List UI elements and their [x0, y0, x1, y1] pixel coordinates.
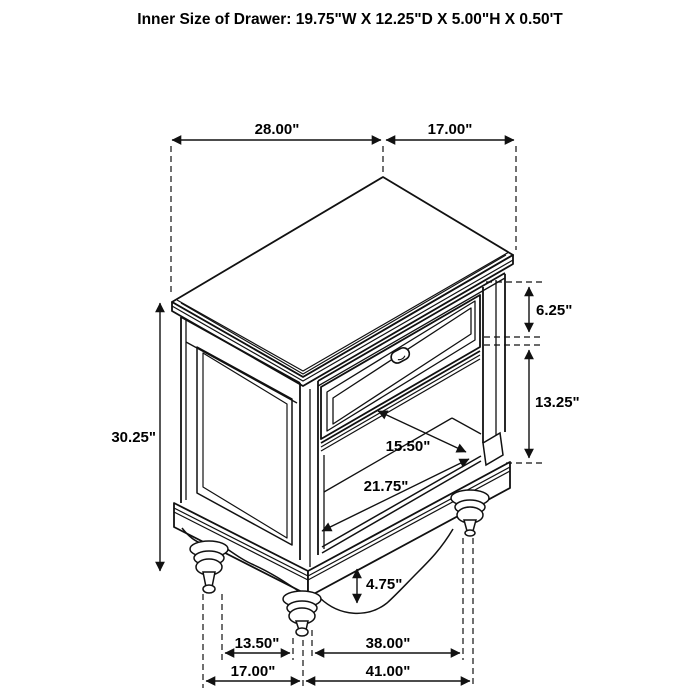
front-corner-post: [300, 381, 318, 567]
right-corner-post: [483, 274, 505, 465]
dim-label-feet-side-inner: 13.50": [234, 635, 280, 652]
leg-right: [451, 490, 489, 536]
dim-label-opening-width: 21.75": [363, 478, 409, 495]
dim-label-leg-height: 4.75": [366, 576, 403, 593]
dim-label-top-depth: 17.00": [427, 121, 473, 138]
dim-label-drawer-height: 6.25": [536, 302, 573, 319]
dim-label-overall-height: 30.25": [111, 429, 156, 446]
dim-label-feet-side-outer: 17.00": [230, 663, 276, 680]
leg-front: [283, 591, 321, 636]
dim-label-feet-front-outer: 41.00": [365, 663, 411, 680]
diagram-title: Inner Size of Drawer: 19.75"W X 12.25"D X 5.00"H X 0.50'T: [137, 11, 563, 28]
leg-left: [190, 541, 228, 593]
dim-label-opening-depth: 15.50": [385, 438, 431, 455]
dim-label-feet-front-inner: 38.00": [365, 635, 411, 652]
dim-label-opening-height: 13.25": [535, 394, 580, 411]
dim-label-top-width: 28.00": [254, 121, 300, 138]
base-plinth: [174, 462, 510, 613]
